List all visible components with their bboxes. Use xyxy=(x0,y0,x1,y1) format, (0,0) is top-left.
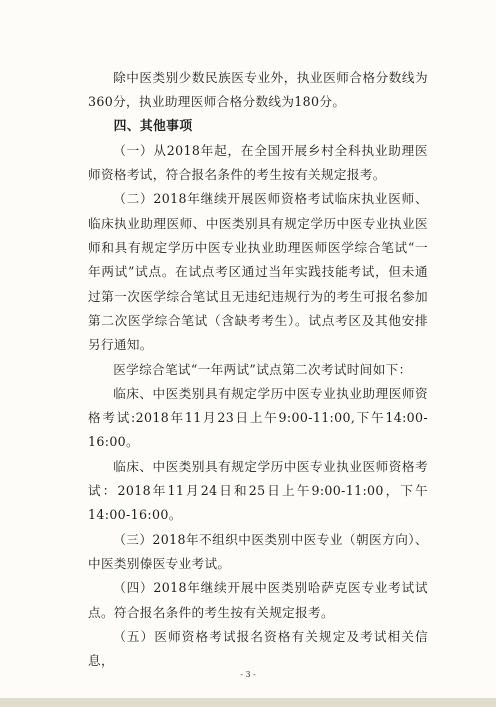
paragraph-item-3: （三）2018年不组织中医类别中医专业（朝医方向）、中医类别傣医专业考试。 xyxy=(88,531,428,571)
document-body xyxy=(88,66,428,673)
paragraph-item-2: （二）2018年继续开展医师资格考试临床执业医师、临床执业助理医师、中医类别具有规定学历中医专业执业医师和具有规定学历中医专业执业助理医师医学综合笔试“一年两试”试点。在试点考区通过当年实践技能考试，但未通过第一次医学综合笔试且无违纪违规行为的考生可报名参加第二次医学综合笔试（含缺考考生）。试点考区及其他安排另行通知。 xyxy=(88,191,428,353)
paragraph-assistant-exam-time: 临床、中医类别具有规定学历中医专业执业助理医师资格考试:2018年11月23日上午9:00-11:00,下午14:00-16:00。 xyxy=(88,385,428,450)
paragraph-item-4: （四）2018年继续开展中医类别哈萨克医专业考试试点。符合报名条件的考生按有关规定报考。 xyxy=(88,580,428,620)
paragraph-item-1: （一）从2018年起，在全国开展乡村全科执业助理医师资格考试，符合报名条件的考生按有关规定报考。 xyxy=(88,142,428,183)
section-heading-other-matters: 四、其他事项 xyxy=(113,118,193,134)
paragraph-second-exam-schedule-intro: 医学综合笔试“一年两试”试点第二次考试时间如下： xyxy=(113,361,412,377)
paragraph-physician-exam-time: 临床、中医类别具有规定学历中医专业执业医师资格考试：2018年11月24日和25日上午9:00-11:00，下午14:00-16:00。 xyxy=(88,458,428,523)
page-number: - 3 - xyxy=(240,670,256,679)
paragraph-item-5: （五）医师资格考试报名资格有关规定及考试相关信息， xyxy=(88,628,428,669)
paragraph-passing-scores: 除中医类别少数民族医专业外，执业医师合格分数线为360分，执业助理医师合格分数线为180分。 xyxy=(88,70,428,110)
page-edge-shadow xyxy=(0,698,496,707)
